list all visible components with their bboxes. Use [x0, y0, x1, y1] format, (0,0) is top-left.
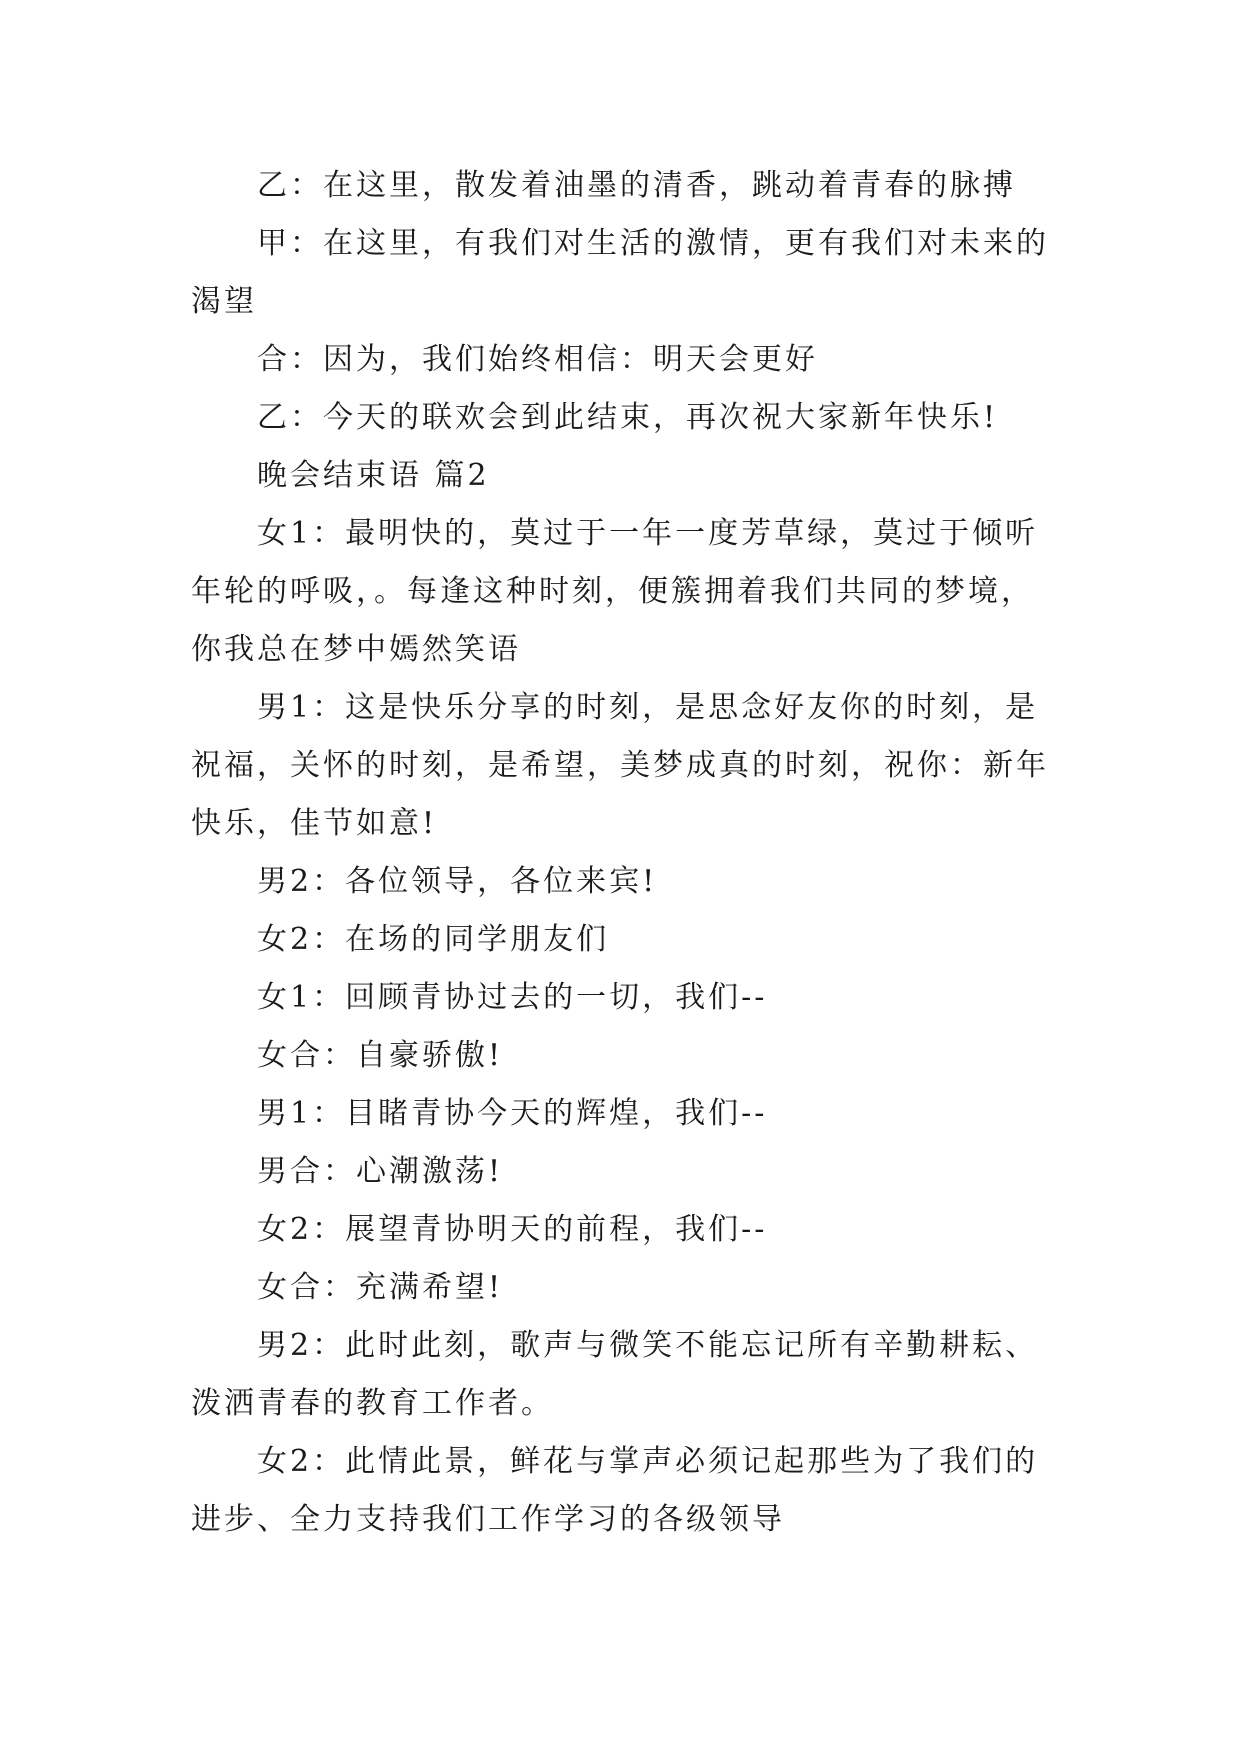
paragraph: 男1：这是快乐分享的时刻，是思念好友你的时刻，是祝福，关怀的时刻，是希望，美梦成真的时刻，祝你：新年快乐，佳节如意! [191, 690, 1049, 841]
paragraph: 女2：在场的同学朋友们 [257, 922, 610, 957]
paragraph: 男合：心潮激荡! [257, 1154, 504, 1189]
paragraph: 男2：各位领导，各位来宾! [257, 864, 658, 899]
paragraph: 女2：此情此景，鲜花与掌声必须记起那些为了我们的进步、全力支持我们工作学习的各级领导 [191, 1444, 1039, 1537]
section-heading: 晚会结束语 篇2 [257, 458, 490, 493]
paragraph: 女合：充满希望! [257, 1270, 504, 1305]
paragraph: 女2：展望青协明天的前程，我们-- [257, 1212, 768, 1247]
document-body [191, 157, 1057, 1549]
paragraph: 乙：在这里，散发着油墨的清香，跳动着青春的脉搏 [257, 168, 1016, 203]
paragraph: 乙：今天的联欢会到此结束，再次祝大家新年快乐! [257, 400, 999, 435]
paragraph: 合：因为，我们始终相信：明天会更好 [257, 342, 818, 377]
paragraph: 女1：回顾青协过去的一切，我们-- [257, 980, 768, 1015]
paragraph: 女1：最明快的，莫过于一年一度芳草绿，莫过于倾听年轮的呼吸，。每逢这种时刻，便簇拥着我们共同的梦境，你我总在梦中嫣然笑语 [191, 516, 1039, 667]
paragraph: 女合：自豪骄傲! [257, 1038, 504, 1073]
paragraph: 男1：目睹青协今天的辉煌，我们-- [257, 1096, 768, 1131]
paragraph: 甲：在这里，有我们对生活的激情，更有我们对未来的渴望 [191, 226, 1049, 319]
paragraph: 男2：此时此刻，歌声与微笑不能忘记所有辛勤耕耘、泼洒青春的教育工作者。 [191, 1328, 1039, 1421]
